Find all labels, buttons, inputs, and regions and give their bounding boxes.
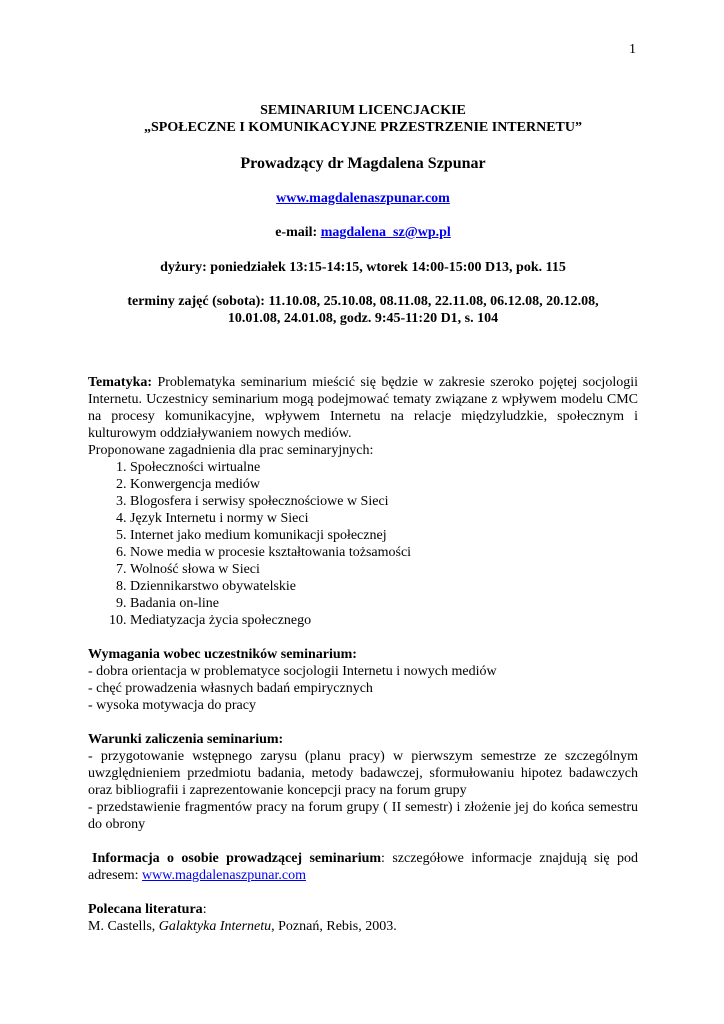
requirements-section [88,646,638,714]
literature-colon: : [202,902,207,917]
list-item: 6. Nowe media w procesie kształtowania tożsamości [130,544,638,561]
list-item: 8. Dziennikarstwo obywatelskie [130,578,638,595]
literature-title: Polecana literatura [88,902,203,917]
list-item: 4. Język Internetu i normy w Sieci [130,510,638,527]
topic-text: Problematyka seminarium mieścić się będzie w zakresie szeroko pojętej socjologii Internetu. Uczestnicy seminarium mogą podejmować tematy związane z wpływem modelu CMC na procesy komunikacyjne, wpływem Internetu na relacje międzyludzkie, społecznym i kulturowym oddziaływaniem nowych mediów. [88,375,638,441]
requirement-item: - wysoka motywacja do pracy [88,698,256,713]
literature-section [88,901,638,935]
page-number: 1 [629,42,636,57]
requirements-title: Wymagania wobec uczestników seminarium: [88,647,357,662]
class-schedule [88,293,638,327]
requirement-item: - chęć prowadzenia własnych badań empirycznych [88,681,373,696]
document-body [88,374,638,935]
schedule-line-1: terminy zajęć (sobota): 11.10.08, 25.10.08, 08.11.08, 22.11.08, 06.12.08, 20.12.08, [127,294,599,309]
office-hours: dyżury: poniedziałek 13:15-14:15, wtorek 14:00-15:00 D13, pok. 115 [160,260,566,275]
list-item: 3. Blogosfera i serwisy społecznościowe w Sieci [130,493,638,510]
list-item: 10. Mediatyzacja życia społecznego [130,612,638,629]
condition-item: - przedstawienie fragmentów pracy na forum grupy ( II semestr) i złożenie jej do końca semestru do obrony [88,800,638,832]
condition-item: - przygotowanie wstępnego zarysu (planu pracy) w pierwszym semestrze ze szczególnym uwzględnieniem przedmiotu badania, metody badawczej, sformułowaniu hipotez badawczych oraz bibliografii i zaprezentowanie koncepcji pracy na forum grupy [88,749,638,798]
info-label: Informacja o osobie prowadzącej seminarium [92,851,382,866]
topic-label: Tematyka: [88,375,153,390]
email-row [88,224,638,241]
list-item: 5. Internet jako medium komunikacji społecznej [130,527,638,544]
proposed-intro: Proponowane zagadnienia dla prac seminaryjnych: [88,443,374,458]
info-section [88,850,638,884]
title-line-2: „SPOŁECZNE I KOMUNIKACYJNE PRZESTRZENIE INTERNETU” [144,120,582,135]
info-link[interactable]: www.magdalenaszpunar.com [142,868,306,883]
schedule-line-2: 10.01.08, 24.01.08, godz. 9:45-11:20 D1, s. 104 [227,311,499,326]
email-label: e-mail: [275,225,321,240]
conditions-section [88,731,638,833]
website-link[interactable]: www.magdalenaszpunar.com [276,191,450,206]
list-item: 9. Badania on-line [130,595,638,612]
literature-rest: , Poznań, Rebis, 2003. [271,919,397,934]
info-text: : szczegółowe informacje znajdują się pod adresem: [88,851,638,883]
list-item: 1. Społeczności wirtualne [130,459,638,476]
lecturer: Prowadzący dr Magdalena Szpunar [240,155,486,172]
email-link[interactable]: magdalena_sz@wp.pl [320,225,451,240]
document-header [88,102,638,327]
literature-entry [88,918,638,935]
title-line-1: SEMINARIUM LICENCJACKIE [260,103,466,118]
literature-book: Galaktyka Internetu [158,919,272,934]
topic-paragraph [88,374,638,442]
list-item: 2. Konwergencja mediów [130,476,638,493]
website-row [88,190,638,207]
list-item: 7. Wolność słowa w Sieci [130,561,638,578]
requirement-item: - dobra orientacja w problematyce socjologii Internetu i nowych mediów [88,664,497,679]
conditions-title: Warunki zaliczenia seminarium: [88,732,284,747]
literature-author: M. Castells, [88,919,159,934]
topic-list [88,459,638,629]
